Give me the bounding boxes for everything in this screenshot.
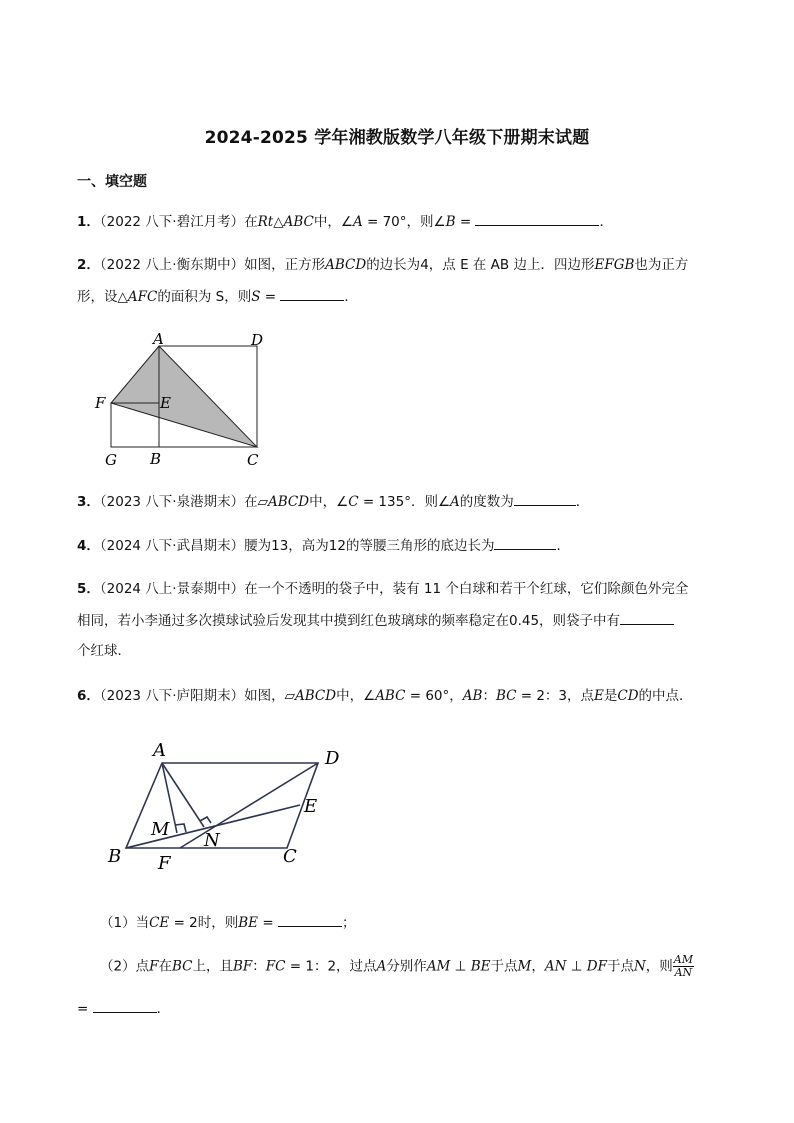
point-label-f: F [95, 394, 106, 412]
question-text: 也为正方 [634, 257, 689, 273]
square-figure [90, 328, 280, 474]
question-text: ⊥ [566, 958, 587, 975]
math-term: ABC [283, 214, 314, 230]
math-term: DF [586, 958, 607, 975]
question-number: 3． [77, 494, 100, 510]
question-text: = 60°， [405, 688, 463, 704]
math-term: CD [617, 688, 639, 704]
question-text: = 135°．则∠ [358, 494, 451, 510]
math-term: S [251, 289, 261, 305]
question-text: 上，且 [192, 958, 233, 975]
question-2-line-2 [77, 286, 358, 307]
fraction-am-over-an [673, 954, 694, 979]
question-text: 如图，正方形 [244, 257, 326, 273]
answer-blank[interactable] [514, 491, 576, 506]
question-5-line-2 [77, 610, 674, 631]
question-text: 在一个不透明的袋子中，装有 11 个白球和若干个红球，它们除颜色外完全 [244, 581, 689, 597]
math-term: BE [470, 958, 491, 975]
math-term: 4 [420, 257, 429, 273]
math-term: ABCD [295, 688, 337, 704]
question-source: （2022 八上·衡东期中） [99, 257, 245, 273]
question-1 [77, 211, 613, 232]
point-label-b: B [108, 846, 122, 867]
question-text: ， [531, 958, 545, 975]
question-text: ： [252, 958, 266, 975]
math-term: E [594, 688, 604, 704]
section-heading: 一、填空题 [77, 174, 147, 190]
question-2 [77, 255, 688, 275]
question-number: 1． [77, 214, 100, 230]
answer-blank[interactable] [620, 610, 674, 625]
question-text: = [77, 1001, 93, 1017]
math-term: Rt [257, 214, 274, 230]
math-term: BC [171, 958, 193, 975]
point-label-c: C [283, 846, 297, 867]
math-term: AB [462, 688, 483, 704]
question-text: （2）点 [100, 958, 150, 975]
math-term: AFC [127, 289, 158, 305]
question-text: ⊥ [450, 958, 471, 975]
math-term: C [348, 494, 359, 510]
question-text: （1）当 [100, 915, 150, 931]
question-text: ． [599, 214, 613, 230]
question-text: △ [273, 214, 284, 230]
question-text: = 2：3，点 [516, 688, 595, 704]
page-title: 2024-2025 学年湘教版数学八年级下册期末试题 [204, 128, 590, 148]
question-3 [77, 491, 589, 512]
point-label-m: M [151, 819, 170, 840]
question-text: ，点 E 在 AB 边上．四边形 [428, 257, 595, 273]
math-term: A [450, 494, 460, 510]
point-label-b: B [150, 450, 162, 468]
question-text: 在 [244, 214, 258, 230]
math-term: A [376, 958, 387, 975]
fraction-denominator: AN [674, 966, 693, 979]
question-text: ； [341, 915, 356, 931]
question-text: = [258, 915, 278, 931]
question-text: 中，∠ [309, 494, 349, 510]
question-text: = 1：2，过点 [285, 958, 377, 975]
math-term: N [633, 958, 646, 975]
question-text: ． [575, 494, 590, 510]
question-text: 形，设△ [77, 289, 128, 305]
question-text: 腰为13，高为12的等腰三角形的底边长为 [244, 538, 495, 554]
math-term: ABCD [268, 494, 310, 510]
question-5-line-3 [77, 641, 131, 661]
question-number: 5． [77, 581, 100, 597]
math-term: ABCD [325, 257, 367, 273]
point-label-e: E [160, 394, 171, 412]
question-source: （2023 八下·庐阳期末） [99, 688, 245, 704]
math-term: BF [232, 958, 253, 975]
math-term: BC [495, 688, 517, 704]
answer-blank[interactable] [280, 286, 344, 301]
question-text: ． [156, 1001, 171, 1017]
answer-blank[interactable] [475, 211, 599, 226]
question-source: （2024 八下·武昌期末） [99, 538, 245, 554]
fraction-numerator: AM [673, 953, 693, 966]
question-text: ． [556, 538, 570, 554]
question-source: （2022 八下·碧江月考） [99, 214, 245, 230]
question-text: 个红球． [77, 643, 131, 659]
question-text: ，则 [645, 958, 673, 975]
question-text: 的边长为 [366, 257, 421, 273]
question-text: 在▱ [244, 494, 268, 510]
question-6-part-2 [100, 954, 694, 979]
math-term: CE [149, 915, 170, 931]
math-term: AN [544, 958, 567, 975]
question-text: 的面积为 S，则 [157, 289, 252, 305]
question-text: = [260, 289, 281, 305]
answer-blank[interactable] [278, 912, 342, 927]
question-6 [77, 686, 693, 706]
question-text: 如图，▱ [244, 688, 295, 704]
question-text: = 2时，则 [169, 915, 239, 931]
question-text: 的中点． [638, 688, 693, 704]
question-text: 于点 [606, 958, 634, 975]
math-term: BE [238, 915, 259, 931]
point-label-a: A [153, 330, 164, 348]
question-text: 中，∠ [313, 214, 353, 230]
question-text: 在 [158, 958, 172, 975]
point-label-d: D [251, 331, 264, 349]
question-text: 中，∠ [336, 688, 376, 704]
answer-blank[interactable] [93, 998, 157, 1013]
question-text: = [455, 214, 476, 230]
question-text: 分别作 [386, 958, 427, 975]
math-term: EFGB [594, 257, 635, 273]
math-term: FC [265, 958, 286, 975]
point-label-a: A [153, 740, 166, 761]
question-4 [77, 535, 570, 556]
shaded-triangle [111, 346, 257, 447]
point-label-f: F [158, 853, 171, 874]
question-text: 的度数为 [459, 494, 514, 510]
question-source: （2023 八下·泉港期末） [99, 494, 245, 510]
question-text: ： [482, 688, 496, 704]
question-text: 是 [603, 688, 618, 704]
point-label-d: D [325, 748, 340, 769]
question-number: 2． [77, 257, 100, 273]
math-term: M [517, 958, 532, 975]
question-5 [77, 579, 688, 599]
question-number: 6． [77, 688, 100, 704]
question-source: （2024 八上·景泰期中） [99, 581, 245, 597]
point-label-e: E [304, 796, 318, 817]
question-6-part-1 [100, 911, 355, 931]
math-term: AM [426, 958, 451, 975]
math-term: ABC [375, 688, 406, 704]
question-text: ． [344, 289, 358, 305]
question-text: 于点 [490, 958, 518, 975]
parallelogram-figure [100, 736, 360, 876]
point-label-c: C [247, 451, 259, 469]
question-text: 相同，若小李通过多次摸球试验后发现其中摸到红色玻璃球的频率稳定在0.45，则袋子中有 [77, 613, 621, 629]
point-label-n: N [204, 830, 220, 851]
point-label-g: G [105, 451, 117, 469]
answer-blank[interactable] [494, 535, 556, 550]
math-term: B [445, 214, 456, 230]
question-6-part-2-line-2 [77, 997, 170, 1017]
question-number: 4． [77, 538, 100, 554]
math-term: A [352, 214, 363, 230]
question-text: = 70°，则∠ [362, 214, 446, 230]
math-term: F [149, 958, 159, 975]
